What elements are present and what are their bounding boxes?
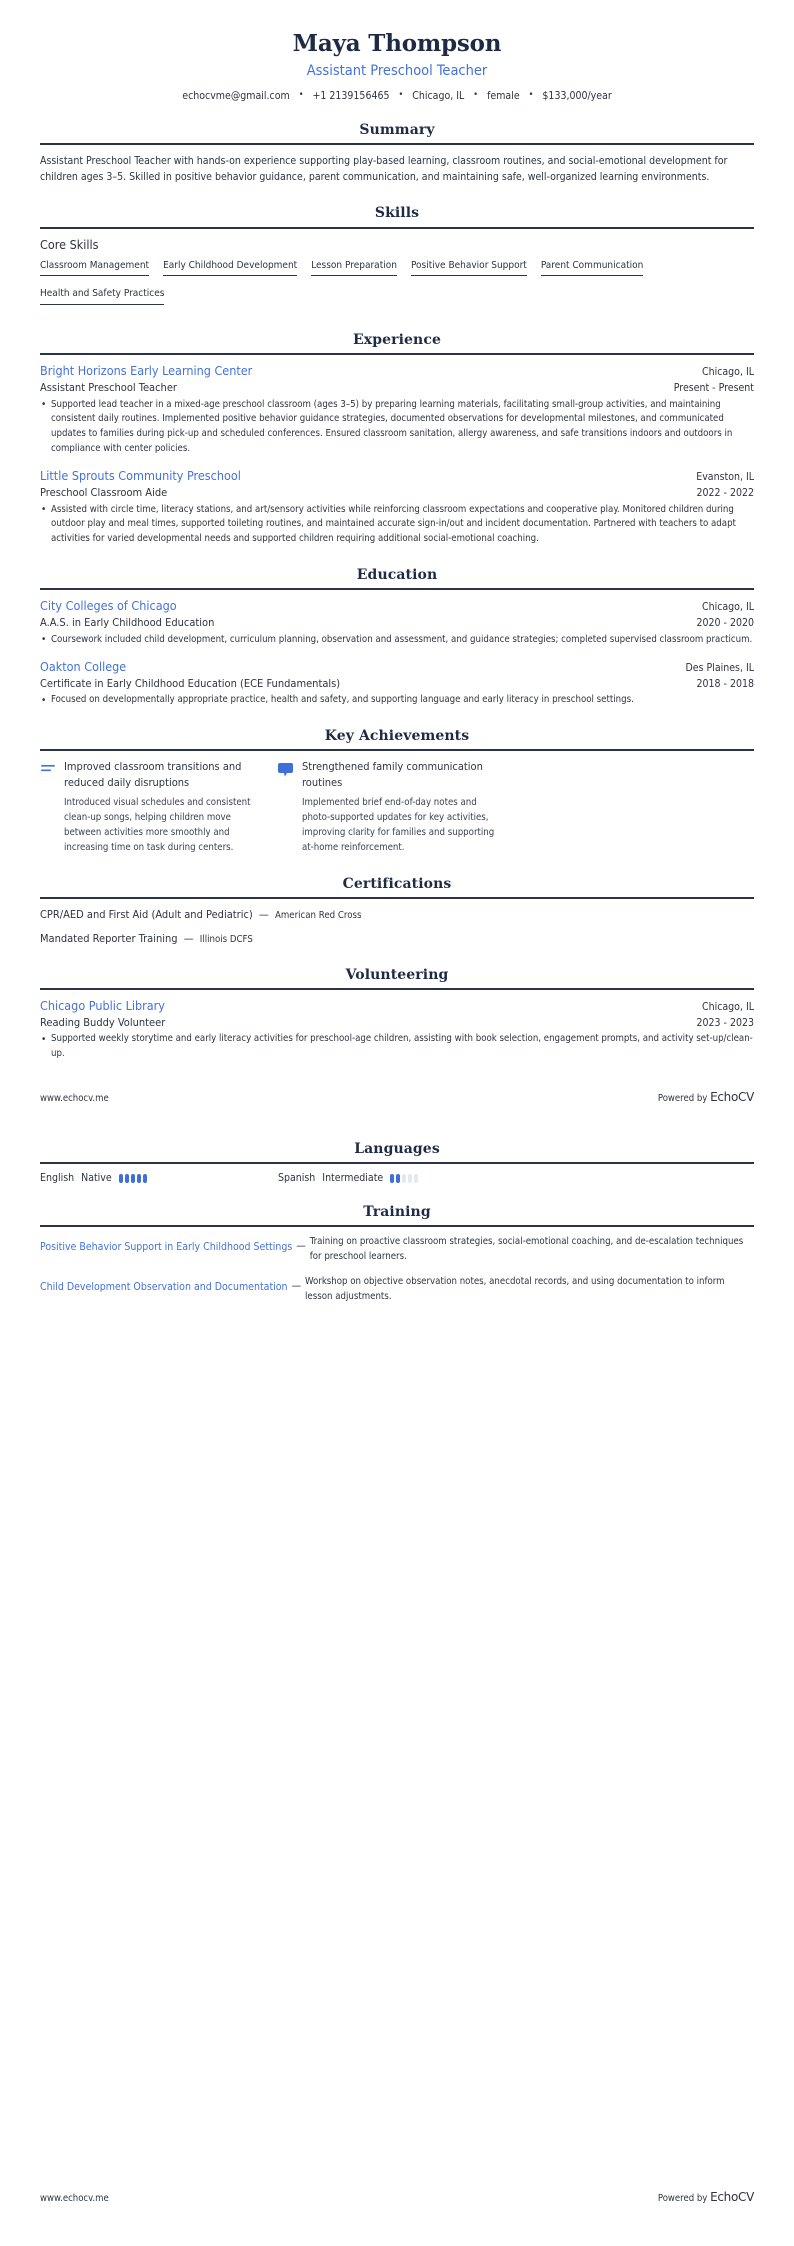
certification-item: [40, 907, 754, 922]
section-title-volunteering: Volunteering: [345, 966, 449, 983]
education-entry: [40, 598, 754, 647]
echocv-logo: EchoCV: [710, 2190, 754, 2204]
entry-dates: 2023 - 2023: [696, 1016, 754, 1029]
skill-group-label: Core Skills: [40, 236, 99, 252]
contact-item-3[interactable]: female: [487, 89, 520, 102]
contact-separator: •: [298, 89, 304, 100]
entry-bullet: • Supported weekly storytime and early literacy activities for preschool-age children, assisting with book selection, engagement prompts, and activity set-up/clean-up.: [40, 1032, 754, 1062]
skill-tag: Lesson Preparation: [311, 259, 397, 277]
entry-dates: Present - Present: [673, 381, 754, 394]
contact-item-1[interactable]: +1 2139156465: [312, 89, 390, 102]
entry-role: A.A.S. in Early Childhood Education: [40, 616, 215, 630]
achievement-description: Introduced visual schedules and consistent clean-up songs, helping children move between activities more smoothly and increasing time on task during centers.: [64, 797, 251, 853]
contact-line: [40, 90, 754, 102]
language-level: Intermediate: [322, 1172, 384, 1185]
training-dash: —: [291, 1280, 302, 1293]
section-title-experience: Experience: [353, 331, 441, 348]
section-divider: [40, 143, 754, 145]
section-title-skills: Skills: [374, 205, 420, 222]
section-skills: [40, 204, 754, 311]
experience-list: [40, 363, 754, 547]
entry-location: Des Plaines, IL: [685, 661, 754, 674]
entry-organization[interactable]: Chicago Public Library: [40, 997, 165, 1013]
section-title-languages: Languages: [354, 1141, 440, 1158]
section-title-training: Training: [363, 1204, 431, 1221]
proficiency-dot: [131, 1174, 135, 1183]
training-name[interactable]: Positive Behavior Support in Early Childhood Settings: [40, 1241, 293, 1254]
skill-tag: Classroom Management: [40, 259, 149, 277]
section-divider: [40, 1162, 754, 1164]
entry-location: Chicago, IL: [701, 601, 754, 614]
footer-powered-by-label: Powered by: [657, 1093, 708, 1104]
section-divider: [40, 749, 754, 751]
entry-subheader-row: [40, 1015, 754, 1031]
proficiency-dot: [390, 1174, 394, 1183]
language-proficiency-dots: [119, 1174, 147, 1183]
entry-organization[interactable]: Little Sprouts Community Preschool: [40, 467, 241, 483]
contact-separator: •: [528, 89, 534, 100]
entry-dates: 2018 - 2018: [696, 677, 754, 690]
certification-issuer: American Red Cross: [274, 909, 362, 921]
section-divider: [40, 353, 754, 355]
section-title-summary: Summary: [359, 121, 435, 138]
proficiency-dot: [408, 1174, 412, 1183]
section-divider: [40, 988, 754, 990]
entry-dates: 2022 - 2022: [696, 486, 754, 499]
skill-tag: Health and Safety Practices: [40, 287, 164, 305]
footer-branding: [658, 1090, 754, 1104]
section-education: [40, 566, 754, 708]
achievement-item: [278, 759, 516, 855]
footer-website[interactable]: www.echocv.me: [40, 2193, 109, 2204]
entry-organization[interactable]: City Colleges of Chicago: [40, 598, 177, 614]
section-divider: [40, 897, 754, 899]
experience-entry: [40, 468, 754, 547]
footer-branding: [658, 2190, 754, 2204]
section-certifications: [40, 875, 754, 947]
training-description: Workshop on objective observation notes, anecdotal records, and using documentation to inform lesson adjustments.: [305, 1276, 725, 1303]
entry-header-row: [40, 998, 754, 1015]
skill-tag: Early Childhood Development: [163, 259, 297, 277]
section-divider: [40, 588, 754, 590]
section-divider: [40, 1225, 754, 1227]
entry-subheader-row: [40, 380, 754, 396]
entry-bullet: • Focused on developmentally appropriate practice, health and safety, and supporting language and early literacy in preschool settings.: [40, 693, 754, 708]
section-languages: [40, 1140, 754, 1184]
entry-header-row: [40, 598, 754, 615]
language-name: English: [40, 1172, 75, 1185]
entry-bullet-list: [40, 398, 754, 457]
entry-bullet: • Coursework included child development, curriculum planning, observation and assessment, and guidance strategies; completed supervised classroom practicum.: [40, 633, 754, 648]
entry-role: Reading Buddy Volunteer: [40, 1015, 166, 1029]
certification-name: CPR/AED and First Aid (Adult and Pediatric): [40, 907, 253, 921]
skill-tag: Positive Behavior Support: [411, 259, 527, 277]
entry-role: Preschool Classroom Aide: [40, 485, 168, 499]
candidate-name: Maya Thompson: [292, 30, 502, 57]
training-description: Training on proactive classroom strategies, social-emotional coaching, and de-escalation techniques for preschool learners.: [309, 1236, 744, 1263]
experience-entry: [40, 363, 754, 457]
volunteering-entry: [40, 998, 754, 1062]
entry-bullet-list: [40, 633, 754, 648]
training-list: [40, 1235, 754, 1304]
language-item: [278, 1172, 516, 1184]
section-training: [40, 1203, 754, 1305]
section-summary: [40, 121, 754, 186]
training-item: [40, 1235, 754, 1265]
list-lines-icon: [40, 759, 56, 855]
entry-bullet-list: [40, 503, 754, 548]
contact-separator: •: [398, 89, 404, 100]
proficiency-dot: [119, 1174, 123, 1183]
language-name: Spanish: [277, 1172, 316, 1185]
section-title-education: Education: [356, 567, 438, 584]
resume-header: [40, 0, 754, 102]
certification-issuer: Illinois DCFS: [199, 934, 253, 946]
language-level: Native: [81, 1172, 112, 1185]
skill-tag: Parent Communication: [541, 259, 644, 277]
proficiency-dot: [125, 1174, 129, 1183]
entry-dates: 2020 - 2020: [696, 617, 754, 630]
footer-website[interactable]: www.echocv.me: [40, 1093, 109, 1104]
education-list: [40, 598, 754, 708]
volunteering-list: [40, 998, 754, 1062]
proficiency-dot: [137, 1174, 141, 1183]
entry-bullet-list: [40, 693, 754, 708]
page-footer: [40, 2190, 754, 2204]
entry-bullet-list: [40, 1032, 754, 1062]
speech-bubble-icon: [278, 759, 294, 855]
entry-bullet: • Supported lead teacher in a mixed-age preschool classroom (ages 3–5) by preparing learning materials, facilitating small-group activities, and maintaining consistent daily routines. Implemented positive behavior guidance strategies, documented observations for developmental milestones, and communicated updates to families during pick-up and scheduled conferences. Ensured classroom sanitation, allergy awareness, and safe transitions indoors and outdoors in compliance with center policies.: [40, 398, 754, 457]
entry-location: Chicago, IL: [701, 1000, 754, 1013]
training-item: [40, 1275, 754, 1305]
entry-location: Evanston, IL: [696, 470, 754, 483]
language-item: [40, 1172, 278, 1184]
entry-subheader-row: [40, 676, 754, 692]
candidate-job-title: Assistant Preschool Teacher: [306, 62, 488, 79]
section-experience: [40, 331, 754, 547]
echocv-logo: EchoCV: [710, 1090, 754, 1104]
certification-dash: —: [255, 907, 272, 921]
training-name[interactable]: Child Development Observation and Documentation: [40, 1281, 288, 1294]
entry-subheader-row: [40, 485, 754, 501]
entry-organization[interactable]: Bright Horizons Early Learning Center: [40, 362, 253, 378]
training-dash: —: [296, 1240, 306, 1253]
footer-powered-by-label: Powered by: [657, 2193, 708, 2204]
achievement-title: Improved classroom transitions and reduced daily disruptions: [64, 760, 242, 790]
entry-role: Certificate in Early Childhood Education (ECE Fundamentals): [40, 676, 341, 690]
contact-item-2[interactable]: Chicago, IL: [412, 89, 465, 102]
entry-header-row: [40, 659, 754, 676]
achievement-description: Implemented brief end-of-day notes and photo-supported updates for key activities, improving clarity for families and supporting at-home reinforcement.: [301, 797, 495, 853]
certification-list: [40, 907, 754, 947]
achievement-body: [64, 759, 264, 855]
proficiency-dot: [143, 1174, 147, 1183]
language-proficiency-dots: [390, 1174, 418, 1183]
certification-item: [40, 931, 754, 946]
skill-tag-list: [40, 259, 754, 312]
achievement-item: [40, 759, 278, 855]
achievement-list: [40, 759, 754, 855]
contact-item-4[interactable]: $133,000/year: [542, 89, 612, 102]
proficiency-dot: [414, 1174, 418, 1183]
proficiency-dot: [396, 1174, 400, 1183]
section-key-achievements: [40, 727, 754, 856]
education-entry: [40, 659, 754, 708]
achievement-body: [302, 759, 502, 855]
entry-header-row: [40, 363, 754, 380]
section-volunteering: [40, 966, 754, 1062]
entry-organization[interactable]: Oakton College: [40, 658, 127, 674]
achievement-title: Strengthened family communication routines: [301, 760, 483, 790]
entry-subheader-row: [40, 615, 754, 631]
entry-role: Assistant Preschool Teacher: [40, 380, 177, 394]
contact-item-0[interactable]: echocvme@gmail.com: [182, 89, 290, 102]
certification-name: Mandated Reporter Training: [40, 932, 178, 946]
page-footer: [40, 1090, 754, 1104]
language-list: [40, 1172, 754, 1184]
proficiency-dot: [402, 1174, 406, 1183]
section-divider: [40, 227, 754, 229]
section-title-certifications: Certifications: [342, 875, 452, 892]
contact-separator: •: [473, 89, 479, 100]
section-title-key-achievements: Key Achievements: [324, 728, 470, 745]
summary-text: Assistant Preschool Teacher with hands-on experience supporting play-based learning, classroom routines, and social-emotional development for children ages 3–5. Skilled in positive behavior guidance, parent communication, and maintaining safe, well-organized learning environments.: [40, 154, 728, 184]
entry-bullet: • Assisted with circle time, literacy stations, and art/sensory activities while reinforcing classroom expectations and cooperative play. Monitored children during outdoor play and meal times, supported toileting routines, and maintained accurate sign-in/out and incident documentation. Partnered with teachers to adapt activities for varied developmental needs and supported children requiring additional social-emotional coaching.: [40, 503, 754, 548]
entry-header-row: [40, 468, 754, 485]
entry-location: Chicago, IL: [701, 365, 754, 378]
certification-dash: —: [180, 932, 197, 946]
